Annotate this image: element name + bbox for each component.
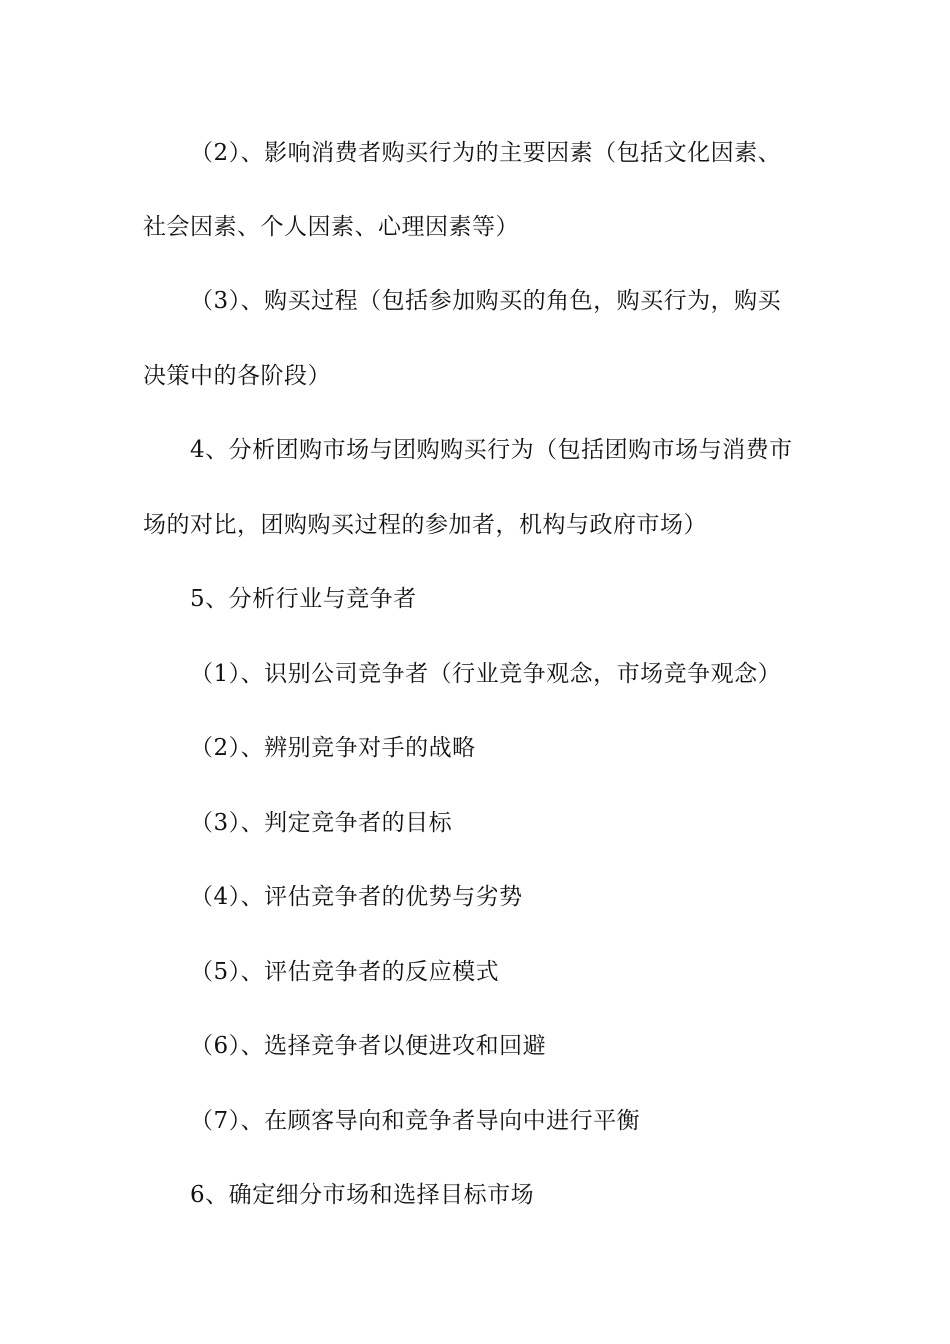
list-item: （7）、在顾客导向和竞争者导向中进行平衡 <box>190 1108 641 1134</box>
paragraph-line: 场的对比，团购购买过程的参加者，机构与政府市场） <box>143 512 707 538</box>
section-heading: 5、分析行业与竞争者 <box>190 586 417 612</box>
list-item: （6）、选择竞争者以便进攻和回避 <box>190 1033 547 1059</box>
list-item: （3）、判定竞争者的目标 <box>190 810 453 836</box>
list-item: （4）、评估竞争者的优势与劣势 <box>190 884 523 910</box>
paragraph-line: 4、分析团购市场与团购购买行为（包括团购市场与消费市 <box>190 437 793 463</box>
paragraph-line: 决策中的各阶段） <box>143 363 331 389</box>
list-item: （2）、辨别竞争对手的战略 <box>190 735 476 761</box>
list-item: （5）、评估竞争者的反应模式 <box>190 959 500 985</box>
list-item: （1）、识别公司竞争者（行业竞争观念，市场竞争观念） <box>190 661 782 687</box>
section-heading: 6、确定细分市场和选择目标市场 <box>190 1182 535 1208</box>
paragraph-line: （2）、影响消费者购买行为的主要因素（包括文化因素、 <box>190 140 782 166</box>
paragraph-line: 社会因素、个人因素、心理因素等） <box>143 214 519 240</box>
paragraph-line: （3）、购买过程（包括参加购买的角色，购买行为，购买 <box>190 288 782 314</box>
